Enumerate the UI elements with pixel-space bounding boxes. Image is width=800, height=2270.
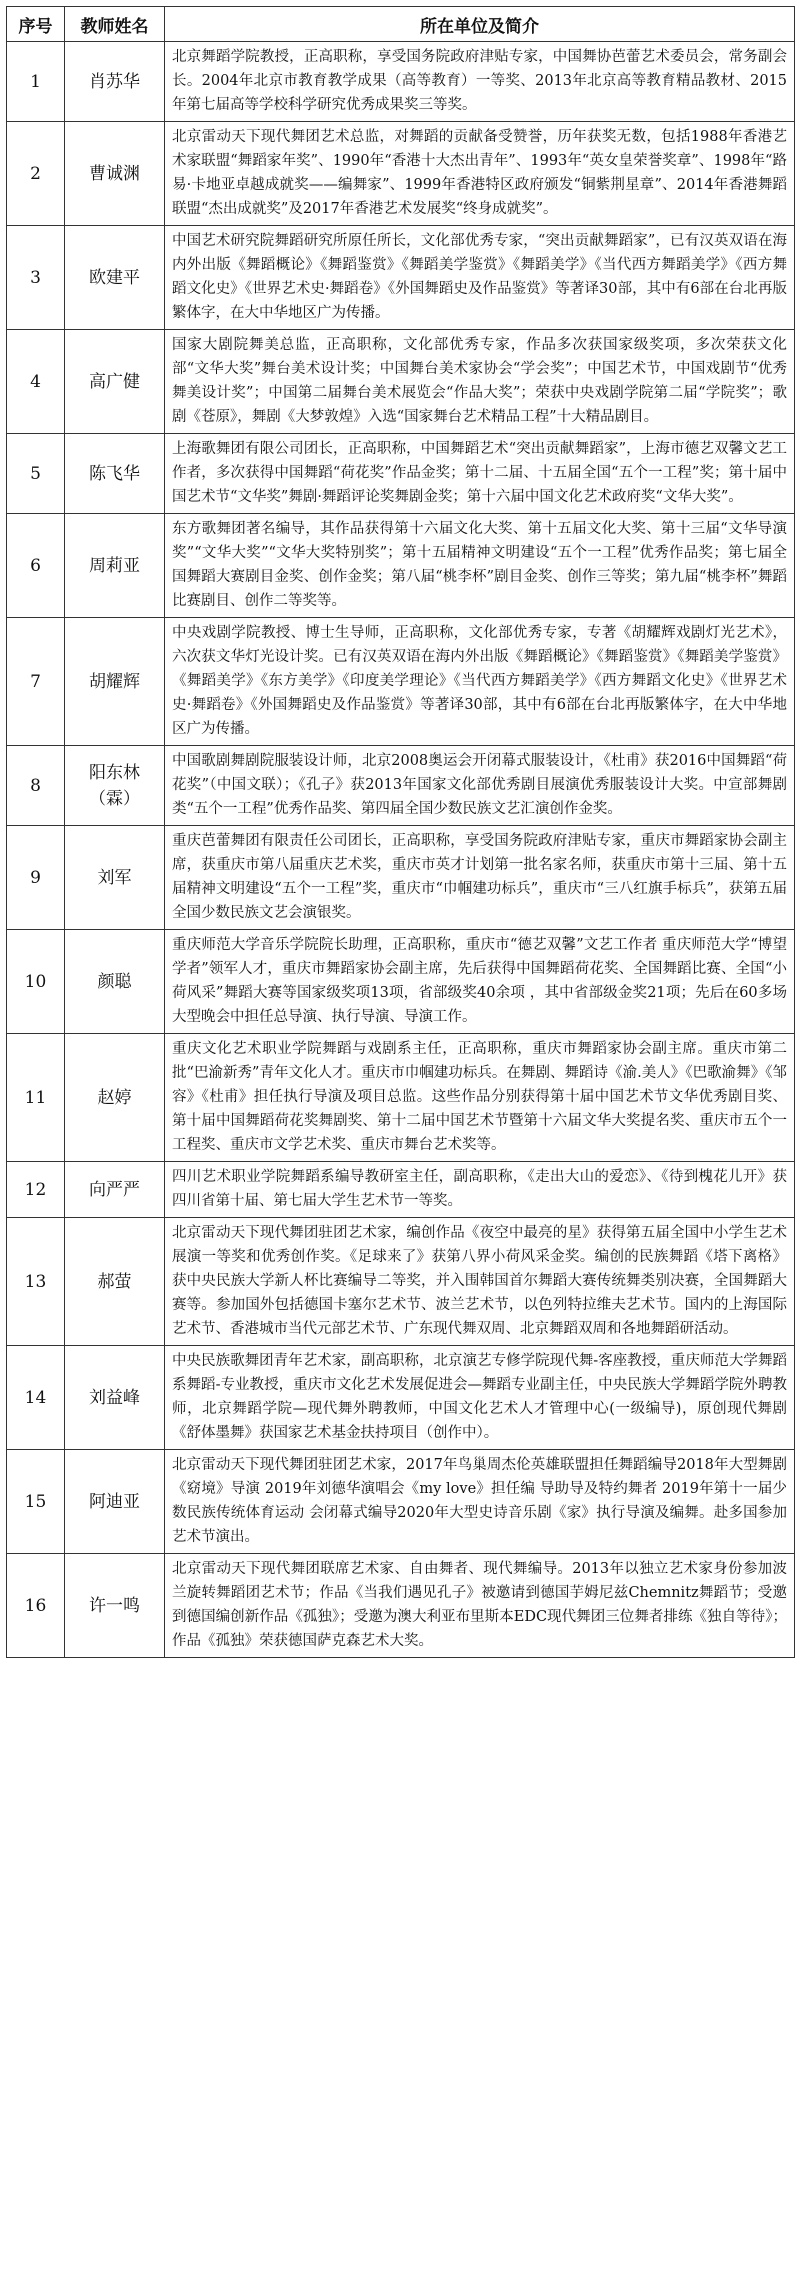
table-row (7, 434, 795, 514)
row-number: 9 (7, 826, 65, 930)
row-number: 4 (7, 330, 65, 434)
teacher-name-cell (65, 746, 165, 826)
teacher-name-cell (65, 1554, 165, 1658)
profile-cell (165, 1162, 795, 1218)
profile-cell (165, 514, 795, 618)
teacher-profile: 北京舞蹈学院教授，正高职称，享受国务院政府津贴专家，中国舞协芭蕾艺术委员会，常务副会长。2004年北京市教育教学成果（高等教育）一等奖、2013年北京高等教育精品教材、2015年第七届高等学校科学研究优秀成果奖三等奖。 (172, 49, 787, 113)
profile-cell (165, 930, 795, 1034)
table-row (7, 618, 795, 746)
teacher-name: 赵婷 (97, 1087, 132, 1108)
teacher-profile: 重庆师范大学音乐学院院长助理，正高职称，重庆市“德艺双馨”文艺工作者 重庆师范大学“博望学者”领军人才，重庆市舞蹈家协会副主席，先后获得中国舞蹈荷花奖、全国舞蹈比赛、全国“小荷风采”舞蹈大赛等国家级奖项13项，省部级奖40余项 ，其中省部级金奖21项；先后在60多场大型晚会中担任总导演、执行导演、导演工作。 (172, 937, 787, 1025)
row-number: 2 (7, 122, 65, 226)
table-row (7, 226, 795, 330)
table-row (7, 514, 795, 618)
teacher-profile: 北京雷动天下现代舞团驻团艺术家，编创作品《夜空中最亮的星》获得第五届全国中小学生艺术展演一等奖和优秀创作奖。《足球来了》获第八界小荷风采金奖。编创的民族舞蹈《塔下离格》获中央民族大学新人杯比赛编导二等奖，并入围韩国首尔舞蹈大赛传统舞类别决赛，全国舞蹈大赛等。参加国外包括德国卡塞尔艺术节、波兰艺术节，以色列特拉维夫艺术节。国内的上海国际艺术节、香港城市当代元部艺术节、广东现代舞双周、北京舞蹈双周和各地舞蹈研活动。 (172, 1225, 787, 1337)
teacher-profile: 重庆文化艺术职业学院舞蹈与戏剧系主任，正高职称，重庆市舞蹈家协会副主席。重庆市第二批“巴渝新秀”青年文化人才。重庆市巾帼建功标兵。在舞剧、舞蹈诗《渝.美人》《巴歌渝舞》《邹容》《杜甫》担任执行导演及项目总监。这些作品分别获得第十届中国艺术节文华优秀剧目奖、第十届中国舞蹈荷花奖舞剧奖、第十二届中国艺术节暨第十六届文华大奖提名奖、重庆市五个一工程奖、重庆市文学艺术奖、重庆市舞台艺术奖等。 (172, 1041, 787, 1153)
teacher-name: 郝萤 (97, 1271, 132, 1292)
table-row (7, 1218, 795, 1346)
table-row (7, 746, 795, 826)
profile-cell (165, 226, 795, 330)
table-row (7, 1034, 795, 1162)
teacher-name-cell (65, 514, 165, 618)
row-number: 11 (7, 1034, 65, 1162)
teacher-profile: 中国艺术研究院舞蹈研究所原任所长，文化部优秀专家，“突出贡献舞蹈家”，已有汉英双语在海内外出版《舞蹈概论》《舞蹈鉴赏》《舞蹈美学鉴赏》《舞蹈美学》《当代西方舞蹈美学》《西方舞蹈文化史》《世界艺术史·舞蹈卷》《外国舞蹈史及作品鉴赏》等著译30部，其中有6部在台北再版繁体字，在大中华地区广为传播。 (172, 233, 787, 321)
profile-cell (165, 42, 795, 122)
table-row (7, 1554, 795, 1658)
teacher-name-cell (65, 618, 165, 746)
teacher-name: 刘军 (97, 867, 132, 888)
row-number: 16 (7, 1554, 65, 1658)
teacher-profile: 北京雷动天下现代舞团联席艺术家、自由舞者、现代舞编导。2013年以独立艺术家身份参加波兰旋转舞蹈团艺术节；作品《当我们遇见孔子》被邀请到德国芋姆尼兹Chemnitz舞蹈节；受邀到德国编创新作品《孤独》；受邀为澳大利亚布里斯本EDC现代舞团三位舞者排练《独自等待》；作品《孤独》荣获德国萨克森艺术大奖。 (172, 1561, 787, 1649)
row-number: 14 (7, 1346, 65, 1450)
row-number: 1 (7, 42, 65, 122)
teacher-profile: 中国歌剧舞剧院服装设计师，北京2008奥运会开闭幕式服装设计，《杜甫》获2016中国舞蹈“荷花奖”（中国文联）；《孔子》获2013年国家文化部优秀剧目展演优秀服装设计大奖。中宣部舞剧类“五个一工程”优秀作品奖、第四届全国少数民族文艺汇演创作金奖。 (172, 753, 787, 817)
teacher-name-cell (65, 434, 165, 514)
teacher-name-cell (65, 1450, 165, 1554)
teacher-name-cell (65, 930, 165, 1034)
teacher-name: 肖苏华 (89, 71, 140, 92)
teacher-profile: 东方歌舞团著名编导，其作品获得第十六届文化大奖、第十五届文化大奖、第十三届“文华导演奖”“文华大奖”“文华大奖特别奖”；第十五届精神文明建设“五个一工程”优秀作品奖；第七届全国舞蹈大赛剧目金奖、创作金奖；第八届“桃李杯”剧目金奖、创作三等奖；第九届“桃李杯”舞蹈比赛剧目、创作二等奖等。 (172, 521, 787, 609)
teacher-name: 曹诚渊 (89, 163, 140, 184)
profile-cell (165, 618, 795, 746)
teacher-name-cell (65, 1218, 165, 1346)
row-number: 7 (7, 618, 65, 746)
profile-cell (165, 330, 795, 434)
teacher-name: 阳东林（霖） (89, 762, 140, 809)
teacher-profile: 北京雷动天下现代舞团艺术总监，对舞蹈的贡献备受赞誉，历年获奖无数，包括1988年香港艺术家联盟“舞蹈家年奖”、1990年“香港十大杰出青年”、1993年“英女皇荣誉奖章”、1998年“路易·卡地亚卓越成就奖——编舞家”、1999年香港特区政府颁发“铜紫荆星章”、2014年香港舞蹈联盟“杰出成就奖”及2017年香港艺术发展奖“终身成就奖”。 (172, 129, 787, 217)
teacher-name-cell (65, 226, 165, 330)
teacher-name-cell (65, 1162, 165, 1218)
profile-cell (165, 1218, 795, 1346)
table-row (7, 330, 795, 434)
row-number: 6 (7, 514, 65, 618)
teacher-name: 向严严 (89, 1179, 140, 1200)
teacher-name-cell (65, 826, 165, 930)
row-number: 15 (7, 1450, 65, 1554)
teacher-name: 刘益峰 (89, 1387, 140, 1408)
profile-cell (165, 826, 795, 930)
row-number: 8 (7, 746, 65, 826)
teacher-name: 欧建平 (89, 267, 140, 288)
teacher-profile: 北京雷动天下现代舞团驻团艺术家，2017年鸟巢周杰伦英雄联盟担任舞蹈编导2018年大型舞剧《窈境》导演 2019年刘德华演唱会《my love》担任编 导助导及特约舞者 2019年第十一届少数民族传统体育运动 会闭幕式编导2020年大型史诗音乐剧《家》执行导演及编舞。赴多国参加艺术节演出。 (172, 1457, 787, 1545)
teacher-profile: 国家大剧院舞美总监，正高职称，文化部优秀专家，作品多次获国家级奖项，多次荣获文化部“文华大奖”舞台美术设计奖；中国舞台美术家协会“学会奖”；中国艺术节，中国戏剧节“优秀舞美设计奖”；中国第二届舞台美术展览会“作品大奖”；荣获中央戏剧学院第二届“学院奖”；歌剧《苍原》，舞剧《大梦敦煌》入选“国家舞台艺术精品工程”十大精品剧目。 (172, 337, 787, 425)
table-body (7, 42, 795, 1658)
profile-cell (165, 1034, 795, 1162)
header-serial-number: 序号 (7, 7, 65, 42)
teacher-name-cell (65, 42, 165, 122)
teacher-profile: 上海歌舞团有限公司团长，正高职称，中国舞蹈艺术“突出贡献舞蹈家”，上海市德艺双馨文艺工作者，多次获得中国舞蹈“荷花奖”作品金奖；第十二届、十五届全国“五个一工程”奖；第十届中国艺术节“文华奖”舞剧·舞蹈评论奖舞剧金奖；第十六届中国文化艺术政府奖“文华大奖”。 (172, 441, 787, 505)
table-row (7, 1450, 795, 1554)
teacher-name: 许一鸣 (89, 1595, 140, 1616)
row-number: 10 (7, 930, 65, 1034)
teacher-name: 周莉亚 (89, 555, 140, 576)
row-number: 3 (7, 226, 65, 330)
table-row (7, 1162, 795, 1218)
teacher-table (6, 6, 795, 1658)
header-teacher-name: 教师姓名 (65, 7, 165, 42)
teacher-name-cell (65, 1346, 165, 1450)
teacher-name: 颜聪 (97, 971, 132, 992)
teacher-name: 胡耀辉 (89, 671, 140, 692)
table-row (7, 930, 795, 1034)
teacher-profile: 中央戏剧学院教授、博士生导师，正高职称，文化部优秀专家，专著《胡耀辉戏剧灯光艺术》，六次获文华灯光设计奖。已有汉英双语在海内外出版《舞蹈概论》《舞蹈鉴赏》《舞蹈美学鉴赏》《舞蹈美学》《东方美学》《印度美学理论》《当代西方舞蹈美学》《西方舞蹈文化史》《世界艺术史·舞蹈卷》《外国舞蹈史及作品鉴赏》等著译30部，其中有6部在台北再版繁体字，在大中华地区广为传播。 (172, 625, 787, 737)
teacher-name: 陈飞华 (89, 463, 140, 484)
table-row (7, 42, 795, 122)
profile-cell (165, 1554, 795, 1658)
teacher-name: 高广健 (89, 371, 140, 392)
profile-cell (165, 1450, 795, 1554)
table-row (7, 122, 795, 226)
teacher-profile: 四川艺术职业学院舞蹈系编导教研室主任，副高职称，《走出大山的爱恋》、《待到槐花儿开》获四川省第十届、第七届大学生艺术节一等奖。 (172, 1169, 787, 1209)
document-page (6, 6, 794, 1658)
teacher-name-cell (65, 330, 165, 434)
row-number: 13 (7, 1218, 65, 1346)
teacher-name-cell (65, 1034, 165, 1162)
profile-cell (165, 434, 795, 514)
row-number: 12 (7, 1162, 65, 1218)
teacher-name-cell (65, 122, 165, 226)
row-number: 5 (7, 434, 65, 514)
teacher-profile: 重庆芭蕾舞团有限责任公司团长，正高职称，享受国务院政府津贴专家，重庆市舞蹈家协会副主席，获重庆市第八届重庆艺术奖，重庆市英才计划第一批名家名师，获重庆市第十三届、第十五届精神文明建设“五个一工程”奖，重庆市“巾帼建功标兵”，重庆市“三八红旗手标兵”，获第五届全国少数民族文艺会演银奖。 (172, 833, 787, 921)
table-row (7, 826, 795, 930)
table-row (7, 1346, 795, 1450)
teacher-profile: 中央民族歌舞团青年艺术家，副高职称，北京演艺专修学院现代舞-客座教授，重庆师范大学舞蹈系舞蹈-专业教授，重庆市文化艺术发展促进会—舞蹈专业副主任，中央民族大学舞蹈学院外聘教师，北京舞蹈学院—现代舞外聘教师，中国文化艺术人才管理中心(一级编导)，原创现代舞剧《舒体墨舞》获国家艺术基金扶持项目（创作中）。 (172, 1353, 787, 1441)
profile-cell (165, 746, 795, 826)
teacher-name: 阿迪亚 (89, 1491, 140, 1512)
table-header-row (7, 7, 795, 42)
profile-cell (165, 1346, 795, 1450)
header-unit-and-profile: 所在单位及简介 (165, 7, 795, 42)
profile-cell (165, 122, 795, 226)
